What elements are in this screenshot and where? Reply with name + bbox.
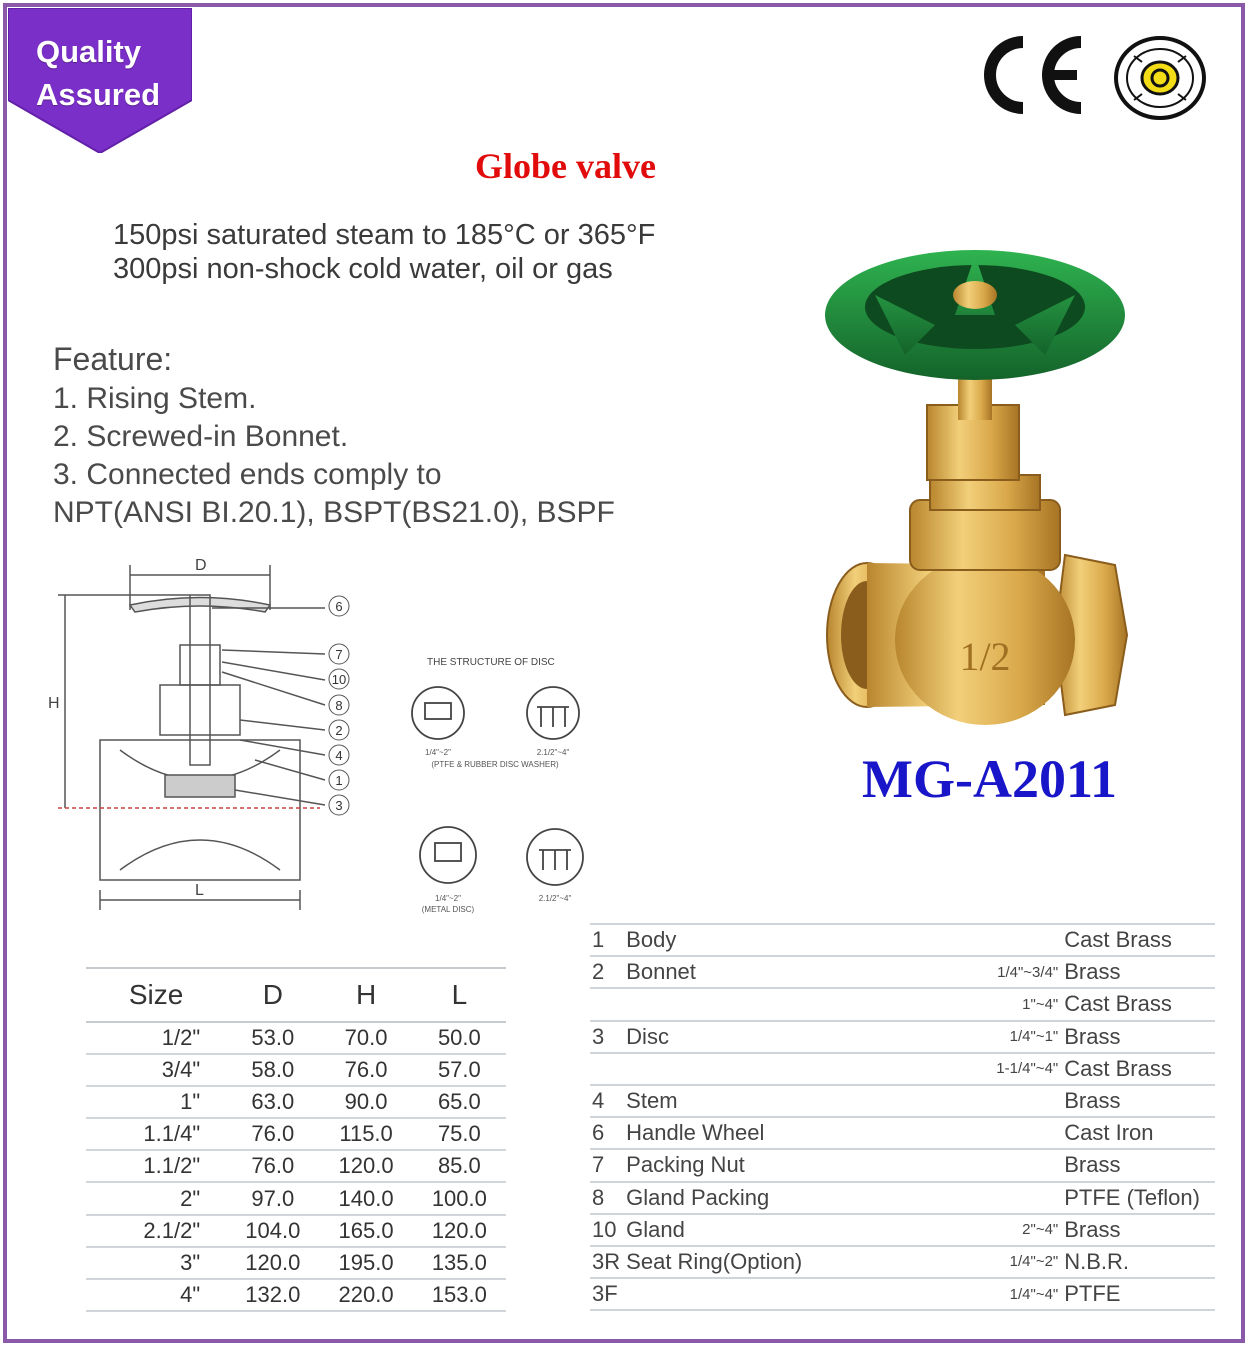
- parts-material-table: [590, 923, 1215, 1311]
- feature-item: 1. Rising Stem.: [53, 382, 257, 415]
- table-row: 8 Gland Packing PTFE (Teflon): [590, 1182, 1215, 1214]
- table-row: 1-1/4"~4" Cast Brass: [590, 1053, 1215, 1085]
- callout-2: 2: [335, 723, 343, 738]
- table-row: 6 Handle Wheel Cast Iron: [590, 1117, 1215, 1149]
- quality-badge: [8, 8, 192, 153]
- table-row: 3" 120.0 195.0 135.0: [86, 1247, 506, 1279]
- callout-4: 4: [335, 748, 343, 763]
- disc-structure-diagram: [405, 645, 605, 925]
- table-row: 3F 1/4"~4" PTFE: [590, 1278, 1215, 1310]
- table-row: 2.1/2" 104.0 165.0 120.0: [86, 1215, 506, 1247]
- pressure-specs: [113, 218, 655, 286]
- table-row: 2 Bonnet 1/4"~3/4" Brass: [590, 956, 1215, 988]
- col-l: L: [413, 968, 506, 1022]
- col-size: Size: [86, 968, 226, 1022]
- disc-heading: THE STRUCTURE OF DISC: [427, 657, 555, 668]
- dim-d-label: D: [195, 557, 207, 574]
- table-row: 1 Body Cast Brass: [590, 924, 1215, 956]
- table-row: 3/4" 58.0 76.0 57.0: [86, 1054, 506, 1086]
- disc-range: 2.1/2"~4": [538, 894, 572, 903]
- table-row: 4 Stem Brass: [590, 1085, 1215, 1117]
- callout-3: 3: [335, 798, 343, 813]
- table-row: 1.1/2" 76.0 120.0 85.0: [86, 1150, 506, 1182]
- callout-6: 6: [335, 599, 343, 614]
- disc-range: 1/4"~2": [435, 894, 461, 903]
- callout-8: 8: [335, 698, 343, 713]
- callout-7: 7: [335, 647, 343, 662]
- badge-line1: Quality: [36, 34, 142, 69]
- table-row: 1"~4" Cast Brass: [590, 988, 1215, 1020]
- callout-1: 1: [335, 773, 343, 788]
- dim-l-label: L: [195, 882, 204, 899]
- model-number: MG-A2011: [862, 749, 1117, 809]
- dimension-table: [86, 967, 506, 1312]
- feature-list: [53, 340, 615, 532]
- table-row: 2" 97.0 140.0 100.0: [86, 1182, 506, 1214]
- disc-range: 2.1/2"~4": [536, 748, 570, 757]
- table-row: 3 Disc 1/4"~1" Brass: [590, 1021, 1215, 1053]
- valve-cross-section-drawing: [40, 550, 370, 925]
- product-title: Globe valve: [475, 146, 656, 186]
- table-row: 1/2" 53.0 70.0 50.0: [86, 1022, 506, 1054]
- table-row: 3R Seat Ring(Option) 1/4"~2" N.B.R.: [590, 1246, 1215, 1278]
- col-d: D: [226, 968, 319, 1022]
- feature-item: 2. Screwed-in Bonnet.: [53, 420, 349, 453]
- disc-range: 1/4"~2": [425, 748, 451, 757]
- table-row: 7 Packing Nut Brass: [590, 1149, 1215, 1181]
- dim-h-label: H: [48, 695, 60, 712]
- feature-item: 3. Connected ends comply to: [53, 458, 442, 491]
- table-row: 4" 132.0 220.0 153.0: [86, 1279, 506, 1311]
- col-h: H: [319, 968, 412, 1022]
- table-row: 1.1/4" 76.0 115.0 75.0: [86, 1118, 506, 1150]
- feature-heading: Feature:: [53, 341, 173, 377]
- oko-garantie-seal-icon: [1114, 36, 1206, 125]
- table-row: 1" 63.0 90.0 65.0: [86, 1086, 506, 1118]
- ce-mark-icon: [973, 36, 1085, 119]
- callout-10: 10: [331, 672, 347, 687]
- spec-line-2: 300psi non-shock cold water, oil or gas: [113, 253, 613, 285]
- table-row: 10 Gland 2"~4" Brass: [590, 1214, 1215, 1246]
- badge-line2: Assured: [36, 77, 161, 112]
- dimension-table-header: [86, 968, 506, 1022]
- casting-mark: 1/2: [959, 634, 1011, 679]
- globe-valve-product-image: [815, 235, 1145, 740]
- disc-note: (PTFE & RUBBER DISC WASHER): [431, 760, 559, 769]
- feature-item: NPT(ANSI BI.20.1), BSPT(BS21.0), BSPF: [53, 496, 615, 529]
- spec-line-1: 150psi saturated steam to 185°C or 365°F: [113, 219, 656, 251]
- disc-note: (METAL DISC): [421, 905, 475, 914]
